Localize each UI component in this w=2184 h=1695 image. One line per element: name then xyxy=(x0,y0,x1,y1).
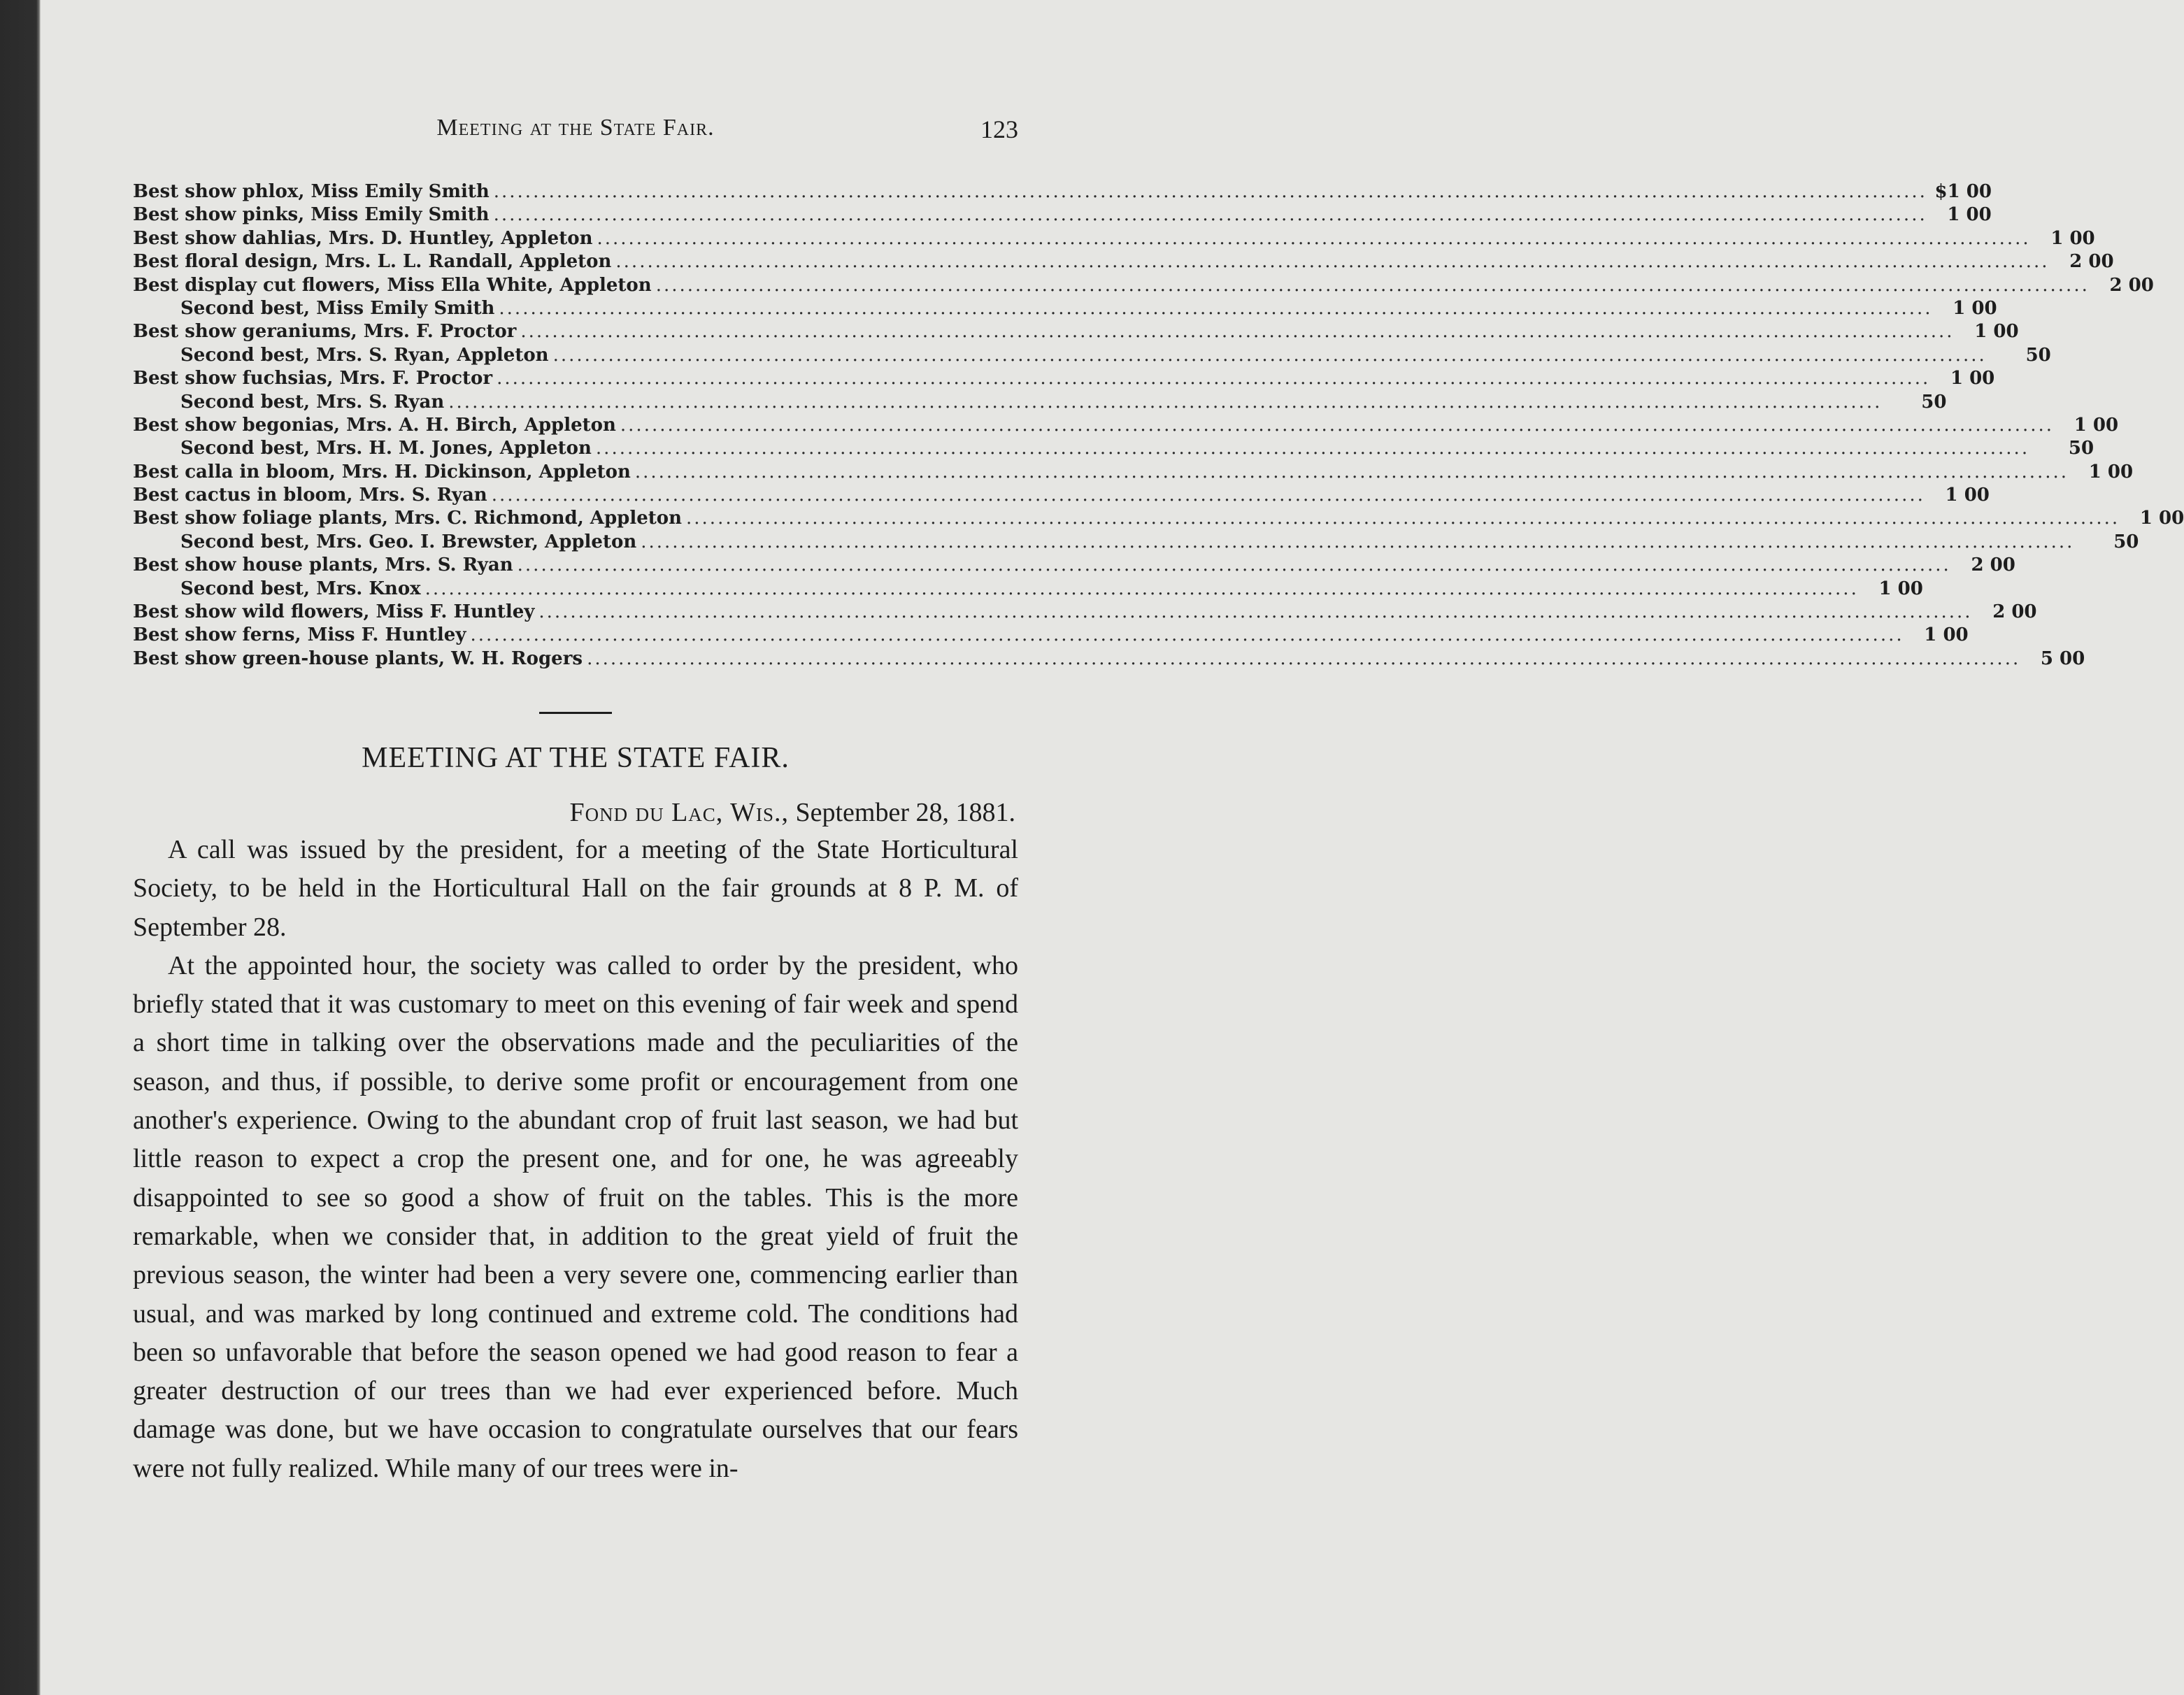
premium-entry: Best cactus in bloom, Mrs. S. Ryan xyxy=(133,485,487,506)
leader-dots xyxy=(470,624,1904,647)
premium-row xyxy=(133,274,2154,297)
premium-row xyxy=(133,414,2119,437)
book-binding-edge xyxy=(0,0,41,1695)
premium-entry: Best show begonias, Mrs. A. H. Birch, Appleton xyxy=(133,414,616,436)
leader-dots xyxy=(448,391,1882,414)
premium-amount: 5 00 xyxy=(2040,648,2085,669)
leader-dots xyxy=(620,414,2054,437)
leader-dots xyxy=(596,437,2029,460)
premium-row xyxy=(133,578,1923,601)
leader-dots xyxy=(497,367,1930,390)
dateline xyxy=(133,797,1015,828)
premium-entry: Best floral design, Mrs. L. L. Randall, Appleton xyxy=(133,251,612,273)
premium-row xyxy=(133,461,2134,484)
premium-row xyxy=(133,554,2015,577)
premium-entry: Second best, Mrs. S. Ryan, Appleton xyxy=(180,344,549,366)
premium-amount: 2 00 xyxy=(2069,251,2114,273)
leader-dots xyxy=(494,180,1927,203)
premium-entry: Best show dahlias, Mrs. D. Huntley, Appleton xyxy=(133,227,593,249)
leader-dots xyxy=(425,578,1859,601)
dateline-place: Fond du Lac, Wis., xyxy=(569,798,789,827)
premium-entry: Best show geraniums, Mrs. F. Proctor xyxy=(133,321,517,343)
premium-entry: Best display cut flowers, Miss Ella White, Appleton xyxy=(133,274,652,296)
running-head-title: Meeting at the State Fair. xyxy=(436,115,715,141)
leader-dots xyxy=(518,554,1951,577)
premium-amount: 1 00 xyxy=(2074,414,2119,436)
premium-amount: 1 00 xyxy=(1924,624,1969,646)
premium-entry: Best show foliage plants, Mrs. C. Richmond, Appleton xyxy=(133,508,683,529)
leader-dots xyxy=(494,203,1927,227)
premium-entry: Second best, Miss Emily Smith xyxy=(180,297,495,319)
leader-dots xyxy=(492,484,1925,507)
premium-row xyxy=(133,437,2094,460)
premium-amount: 2 00 xyxy=(1971,555,2015,576)
leader-dots xyxy=(597,227,2030,250)
premium-amount: 1 00 xyxy=(2050,227,2095,249)
premium-entry: Best show pinks, Miss Emily Smith xyxy=(133,204,490,226)
premium-amount: 1 00 xyxy=(1947,204,1992,226)
paragraph: A call was issued by the president, for a meeting of the State Horticultural Society, to be held in the Horticultural Hall on the fair grounds at 8 P. M. of September 28. xyxy=(133,835,1018,942)
page-number: 123 xyxy=(980,115,1018,143)
premium-row xyxy=(133,250,2114,273)
premium-row xyxy=(133,601,2037,624)
leader-dots xyxy=(538,601,1972,624)
leader-dots xyxy=(520,320,1954,343)
leader-dots xyxy=(499,297,1932,320)
paragraph: At the appointed hour, the society was called to order by the president, who briefly stated that it was customary to meet on this evening of fair week and spend a short time in talking over the observations made and the peculiarities of the season, and thus, if possible, to derive some profit or encouragement from one another's experience. Owing to the abundant crop of fruit last season, we had but little reason to expect a crop the present one, and for one, he was agreeably disappointed to see so good a show of fruit on the tables. This is the more remarkable, when we consider that, in addition to the great yield of fruit the previous season, the winter had been a very severe one, commencing earlier than usual, and was marked by long continued and extreme cold. The conditions had been so unfavorable that before the season opened we had good reason to fear a greater destruction of our trees than we had ever experienced before. Much damage was done, but we have occasion to congratulate ourselves that our fears were not fully realized. While many of our trees were in- xyxy=(133,950,1018,1483)
premium-amount: 2 00 xyxy=(1992,601,2037,623)
premium-row xyxy=(133,320,2019,343)
premium-amount: 1 00 xyxy=(2139,508,2184,529)
leader-dots xyxy=(587,648,2020,671)
section-divider xyxy=(539,712,612,714)
premium-amount: 1 00 xyxy=(1878,578,1923,599)
book-page xyxy=(133,105,2184,1664)
article-body xyxy=(133,831,1018,1488)
premium-row xyxy=(133,367,1995,390)
leader-dots xyxy=(656,274,2090,297)
premium-entry: Second best, Mrs. H. M. Jones, Appleton xyxy=(180,438,592,459)
premium-row xyxy=(133,624,1969,647)
premium-entry: Best show phlox, Miss Emily Smith xyxy=(133,181,490,202)
premium-row xyxy=(133,180,1992,203)
premium-amount: 50 xyxy=(2113,531,2139,552)
premium-amount: 1 00 xyxy=(2088,461,2134,482)
premium-entry: Second best, Mrs. Geo. I. Brewster, Appleton xyxy=(180,531,637,552)
premium-row xyxy=(133,391,1947,414)
premium-entry: Second best, Mrs. S. Ryan xyxy=(180,391,445,413)
premium-entry: Best show house plants, Mrs. S. Ryan xyxy=(133,555,513,576)
premium-entry: Best calla in bloom, Mrs. H. Dickinson, Appleton xyxy=(133,461,631,482)
premium-entry: Best show green-house plants, W. H. Rogers xyxy=(133,648,583,669)
leader-dots xyxy=(615,250,2049,273)
premium-row xyxy=(133,507,2184,530)
premium-amount: 50 xyxy=(2068,438,2094,459)
premium-entry: Best show wild flowers, Miss F. Huntley xyxy=(133,601,535,623)
leader-dots xyxy=(635,461,2069,484)
premium-row xyxy=(133,344,2051,367)
premium-entry: Best show fuchsias, Mrs. F. Proctor xyxy=(133,368,493,389)
premium-amount: 50 xyxy=(1921,391,1947,413)
premium-amount: 50 xyxy=(2025,344,2051,366)
premium-amount: 2 00 xyxy=(2109,274,2154,296)
premium-amount: $1 00 xyxy=(1934,181,1992,202)
premium-amount: 1 00 xyxy=(1953,297,1997,319)
running-head xyxy=(133,115,1018,148)
premium-row xyxy=(133,297,1997,320)
premium-row xyxy=(133,648,2085,671)
leader-dots xyxy=(641,531,2074,554)
premium-entry: Second best, Mrs. Knox xyxy=(180,578,421,599)
premium-amount: 1 00 xyxy=(1945,485,1990,506)
premium-row xyxy=(133,227,2095,250)
premium-list xyxy=(133,180,2184,671)
premium-row xyxy=(133,203,1992,227)
premium-row xyxy=(133,484,1990,507)
premium-row xyxy=(133,531,2139,554)
premium-amount: 1 00 xyxy=(1974,321,2019,343)
leader-dots xyxy=(553,344,1987,367)
leader-dots xyxy=(686,507,2120,530)
premium-amount: 1 00 xyxy=(1950,368,1995,389)
dateline-date: September 28, 1881. xyxy=(795,798,1015,827)
premium-entry: Best show ferns, Miss F. Huntley xyxy=(133,624,466,646)
article-title: MEETING AT THE STATE FAIR. xyxy=(362,742,790,774)
